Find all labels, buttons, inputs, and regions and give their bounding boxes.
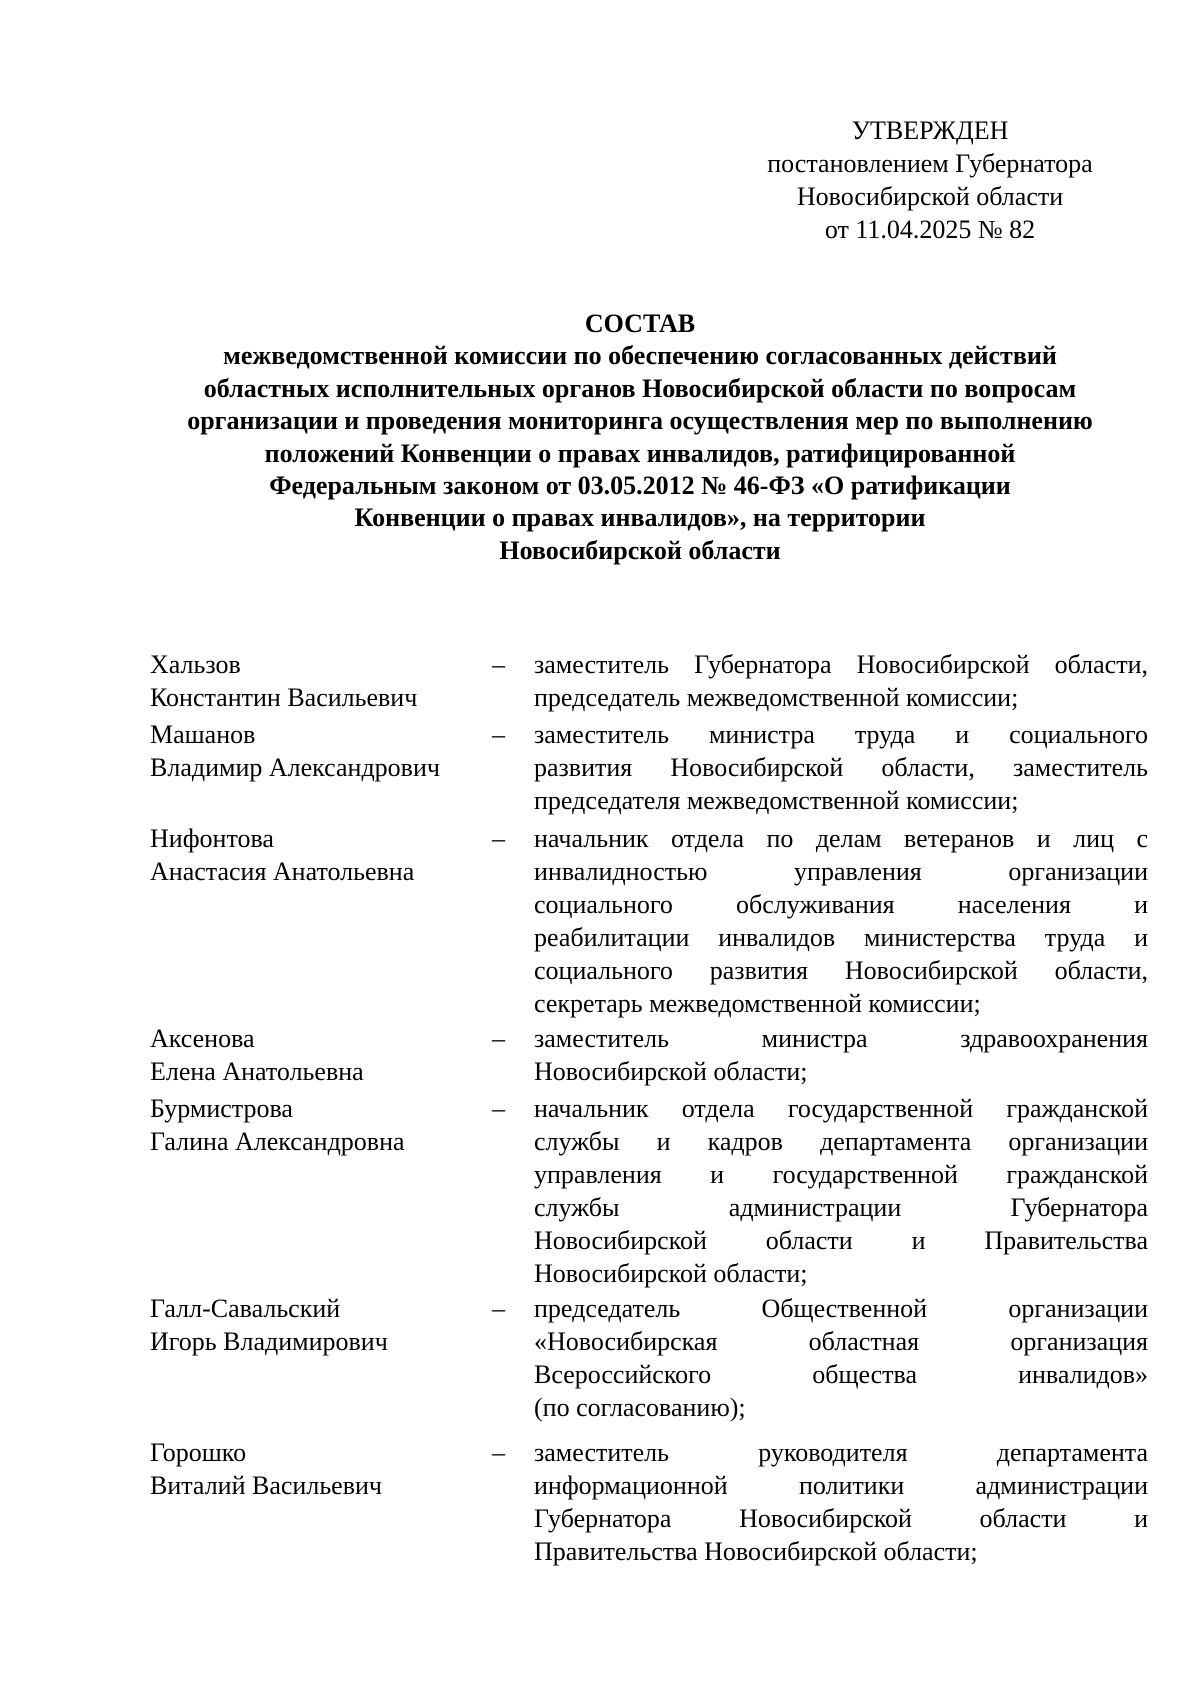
member-dash: – — [492, 650, 505, 679]
member-surname: Горошко — [150, 1438, 247, 1467]
approval-heading: УТВЕРЖДЕН — [851, 116, 1009, 145]
title-line: межведомственной комиссии по обеспечению согласованных действий — [223, 341, 1057, 371]
role-line: социального развития Новосибирской области, — [534, 956, 1148, 985]
member-given-names: Галина Александровна — [150, 1127, 405, 1156]
member-dash: – — [492, 1294, 505, 1323]
approval-decree: постановлением Губернатора — [767, 149, 1093, 178]
role-line: заместитель руководителя департамента — [534, 1438, 1148, 1467]
title-line: Конвенции о правах инвалидов», на территории — [354, 503, 926, 533]
title-line: положений Конвенции о правах инвалидов, ратифицированной — [264, 438, 1016, 468]
role-line: социального обслуживания населения и — [534, 890, 1148, 919]
member-name — [150, 718, 480, 784]
member-surname: Машанов — [150, 720, 256, 749]
approval-date-number: от 11.04.2025 № 82 — [824, 215, 1036, 244]
member-dash: – — [492, 1024, 505, 1053]
member-role — [534, 648, 1148, 714]
member-name — [150, 822, 480, 888]
member-name — [150, 1022, 480, 1088]
role-line: Правительства Новосибирской области; — [534, 1537, 978, 1566]
member-role — [534, 1022, 1148, 1088]
member-given-names: Анастасия Анатольевна — [150, 857, 415, 886]
member-surname: Хальзов — [150, 650, 241, 679]
title-line: организации и проведения мониторинга осуществления мер по выполнению — [187, 406, 1093, 436]
member-given-names: Игорь Владимирович — [150, 1327, 388, 1356]
role-line: заместитель министра труда и социального — [534, 720, 1148, 749]
approval-region: Новосибирской области — [796, 182, 1064, 211]
title-line: Новосибирской области — [499, 535, 781, 565]
role-line: Новосибирской области; — [534, 1057, 808, 1086]
role-line: реабилитации инвалидов министерства труда и — [534, 923, 1148, 952]
role-line: управления и государственной гражданской — [534, 1160, 1148, 1189]
member-name — [150, 1292, 480, 1358]
member-role — [534, 718, 1148, 817]
member-dash: – — [492, 1438, 505, 1467]
title-line: областных исполнительных органов Новосибирской области по вопросам — [203, 373, 1077, 403]
role-line: Новосибирской области и Правительства — [534, 1226, 1148, 1255]
role-line: начальник отдела государственной гражданской — [534, 1094, 1148, 1123]
member-role — [534, 1292, 1148, 1424]
role-line: заместитель Губернатора Новосибирской области, — [534, 650, 1148, 679]
role-line: председатель межведомственной комиссии; — [534, 683, 1019, 712]
member-role — [534, 1092, 1148, 1290]
member-role — [534, 822, 1148, 1020]
role-line: «Новосибирская областная организация — [534, 1327, 1148, 1356]
role-line: секретарь межведомственной комиссии; — [534, 989, 981, 1018]
member-surname: Галл-Савальский — [150, 1294, 341, 1323]
member-given-names: Елена Анатольевна — [150, 1057, 364, 1086]
role-line: председатель Общественной организации — [534, 1294, 1148, 1323]
member-name — [150, 1092, 480, 1158]
member-given-names: Владимир Александрович — [150, 753, 440, 782]
role-line: службы и кадров департамента организации — [534, 1127, 1148, 1156]
member-surname: Аксенова — [150, 1024, 255, 1053]
role-line: Всероссийского общества инвалидов» — [534, 1360, 1148, 1389]
role-line: начальник отдела по делам ветеранов и лиц с — [534, 824, 1148, 853]
role-line: (по согласованию); — [534, 1393, 746, 1422]
role-line: Губернатора Новосибирской области и — [534, 1504, 1148, 1533]
title-line: Федеральным законом от 03.05.2012 № 46-ФЗ «О ратификации — [269, 471, 1011, 501]
member-dash: – — [492, 824, 505, 853]
member-given-names: Константин Васильевич — [150, 683, 418, 712]
title-heading: СОСТАВ — [584, 309, 696, 338]
role-line: информационной политики администрации — [534, 1471, 1148, 1500]
member-given-names: Виталий Васильевич — [150, 1471, 382, 1500]
role-line: заместитель министра здравоохранения — [534, 1024, 1148, 1053]
member-dash: – — [492, 720, 505, 749]
role-line: службы администрации Губернатора — [534, 1193, 1148, 1222]
member-dash: – — [492, 1094, 505, 1123]
role-line: развития Новосибирской области, заместитель — [534, 753, 1148, 782]
member-surname: Нифонтова — [150, 824, 274, 853]
member-role — [534, 1436, 1148, 1568]
member-name — [150, 648, 480, 714]
role-line: инвалидностью управления организации — [534, 857, 1148, 886]
member-name — [150, 1436, 480, 1502]
role-line: Новосибирской области; — [534, 1259, 808, 1288]
member-surname: Бурмистрова — [150, 1094, 293, 1123]
role-line: председателя межведомственной комиссии; — [534, 786, 1019, 815]
